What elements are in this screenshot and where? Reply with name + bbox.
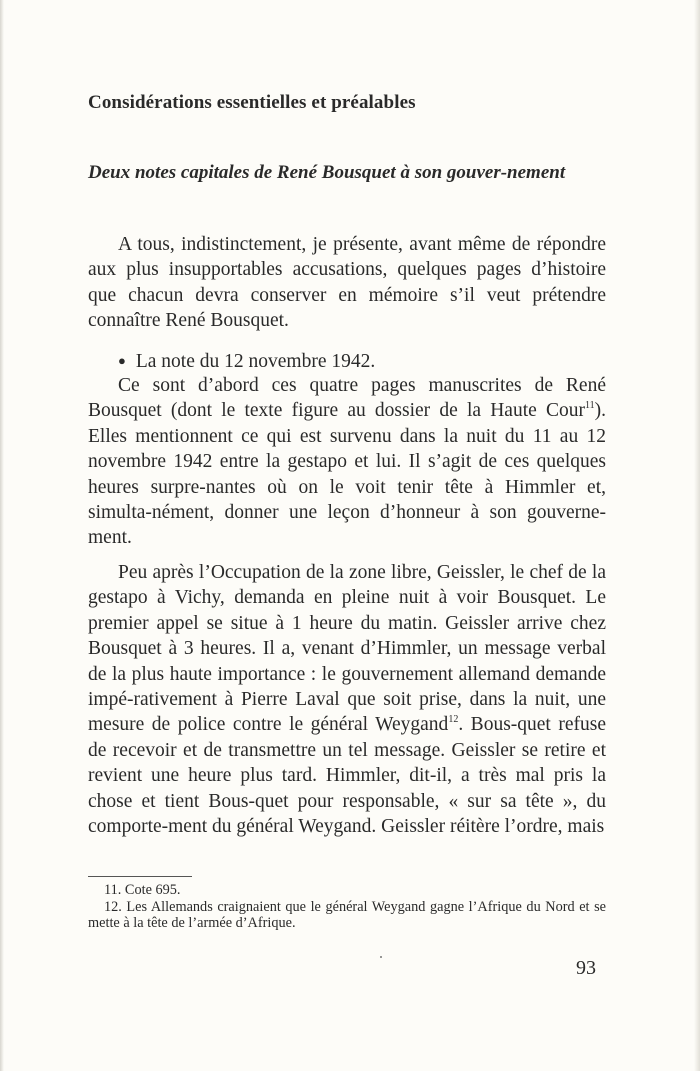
section-title: Deux notes capitales de René Bousquet à son gouver-nement bbox=[88, 162, 566, 183]
footnote-divider bbox=[88, 876, 192, 877]
bullet-icon: ● bbox=[118, 353, 126, 368]
footnote-ref-12[interactable]: 12 bbox=[448, 714, 459, 726]
footnote-ref-11[interactable]: 11 bbox=[584, 400, 595, 412]
bullet-item bbox=[118, 348, 375, 374]
page-left-edge bbox=[0, 0, 4, 1071]
intro-paragraph: A tous, indistinctement, je présente, avant même de répondre aux plus insupportables accusations, quelques pages d’histoire que chacun devra conserver en mémoire s’il veut prétendre connaître René Bousquet. bbox=[88, 234, 606, 332]
page-number: 93 bbox=[576, 957, 596, 979]
chapter-title: Considérations essentielles et préalables bbox=[88, 92, 416, 113]
paragraph-2-rest: ). Elles mentionnent ce qui est survenu dans la nuit du 11 au 12 novembre 1942 entre la gestapo et lui. Il s’agit de ces quelques heures surpre-nantes où on le voit tenir tête à Himmler et, simulta-nément, donner une leçon d’honneur à son gouverne-ment. bbox=[88, 400, 606, 549]
book-page bbox=[88, 0, 606, 1071]
bullet-text: La note du 12 novembre 1942. bbox=[135, 351, 376, 372]
paragraph-2 bbox=[88, 373, 606, 551]
footnote-11: 11. Cote 695. bbox=[104, 882, 181, 898]
page-right-edge bbox=[694, 0, 700, 1071]
paragraph-3-text: Peu après l’Occupation de la zone libre, Geissler, le chef de la gestapo à Vichy, demanda en pleine nuit à voir Bousquet. Le premier appel se situe à 1 heure du matin. Geissler arrive chez Bousquet à 3 heures. Il a, venant d’Himmler, un message verbal de la plus haute importance : le gouvernement allemand demande impé-rativement à Pierre Laval que soit prise, dans la nuit, une mesure de police contre le général Weygand bbox=[88, 562, 606, 736]
paragraph-2-text: Ce sont d’abord ces quatre pages manuscrites de René Bousquet (dont le texte figure au dossier de la Haute Cour bbox=[88, 375, 606, 422]
paragraph-3 bbox=[88, 560, 606, 839]
paragraph-3-rest: . Bous-quet refuse de recevoir et de transmettre un tel message. Geissler se retire et revient une heure plus tard. Himmler, dit-il, a très mal pris la chose et tient Bous-quet pour responsable, « sur sa tête », du comporte-ment du général Weygand. Geissler réitère l’ordre, mais bbox=[88, 714, 606, 838]
footnote-12: 12. Les Allemands craignaient que le général Weygand gagne l’Afrique du Nord et se mette à la tête de l’armée d’Afrique. bbox=[88, 899, 606, 931]
page-speck bbox=[380, 956, 382, 958]
